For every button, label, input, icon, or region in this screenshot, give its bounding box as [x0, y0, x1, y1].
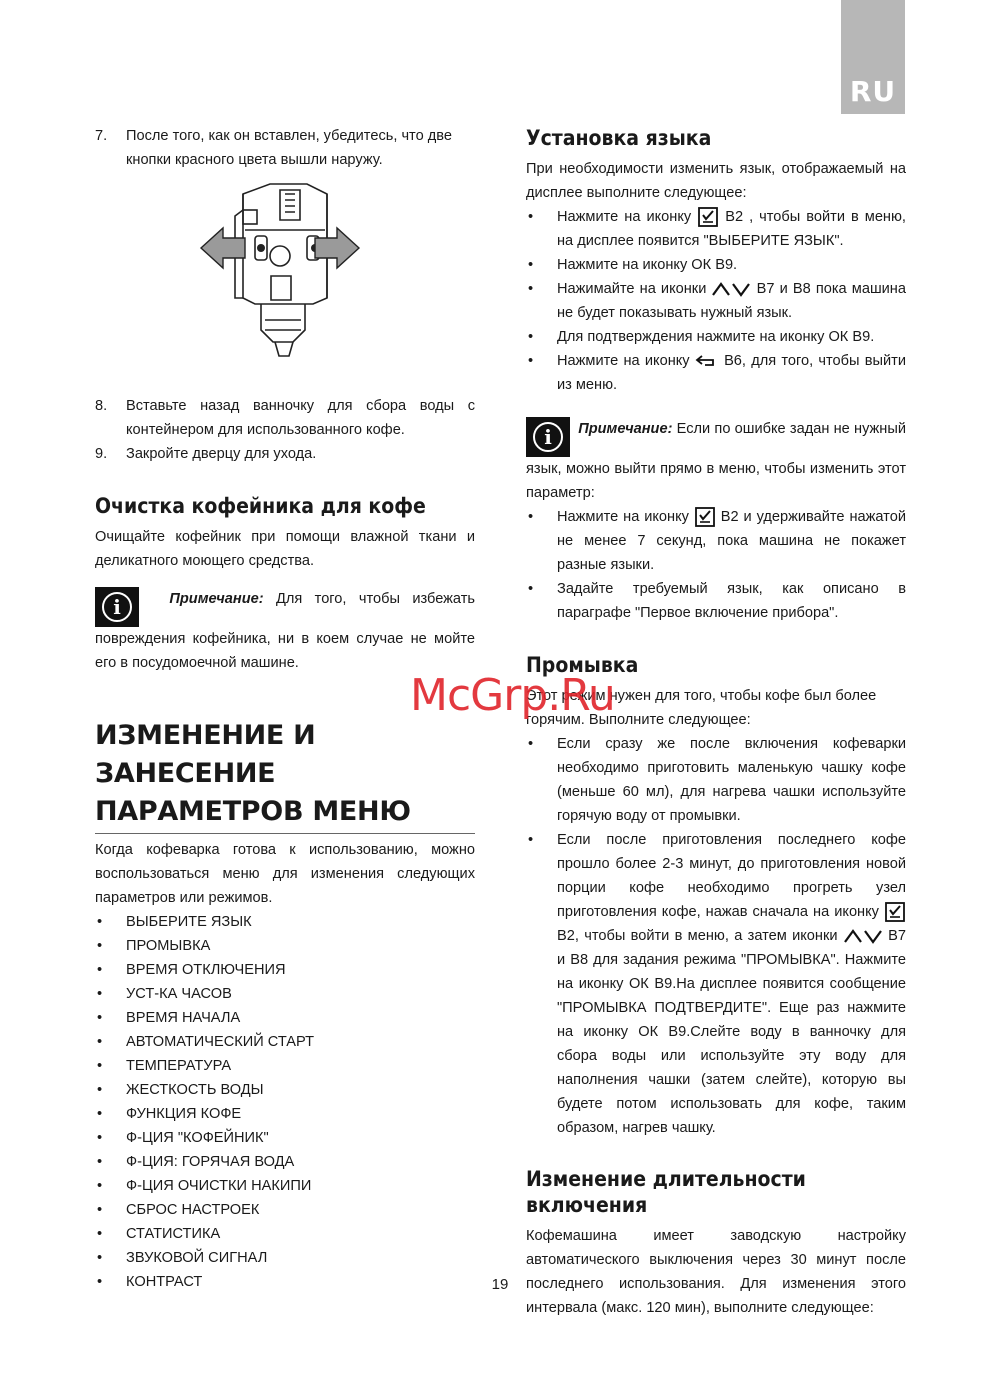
brew-unit-illustration [95, 180, 475, 378]
info-icon: i [95, 587, 139, 627]
clean-text: Очищайте кофейник при помощи влажной ткани и деликатного моющего средства. [95, 529, 475, 569]
note-step-1: • Нажмите на иконку B2 и удерживайте нажатой не менее 7 секунд, пока машина не покажет разные языки. [528, 509, 906, 573]
lang-step-3: • Нажимайте на иконки B7 и B8 пока машина не будет показывать нужный язык. [528, 281, 906, 321]
rinse-intro: Этот режим нужен для того, чтобы кофе был более горячим. Выполните следующее: [526, 688, 877, 728]
info-icon: i [526, 417, 570, 457]
lang-intro: При необходимости изменить язык, отображаемый на дисплее выполните следующее: [526, 161, 906, 201]
arrow-right-icon [315, 228, 359, 268]
heading-rule [95, 833, 475, 834]
menu-check-icon [697, 207, 719, 227]
menu-list-item: • СБРОС НАСТРОЕК [97, 1202, 260, 1218]
off-heading: Изменение длительности включения [526, 1167, 806, 1217]
lang-step-5: • Нажмите на иконку B6, для того, чтобы выйти из меню. [528, 353, 906, 393]
note-right: i Примечание: Если по ошибке задан не нужный язык, можно выйти прямо в меню, чтобы изменить этот параметр: [526, 417, 906, 505]
rinse-heading: Промывка [526, 653, 639, 677]
up-down-arrows-icon [711, 281, 751, 297]
off-text: Кофемашина имеет заводскую настройку автоматического выключения через 30 минут после последнего использования. Для изменения этого интервала (макс. 120 мин), выполните следующее: [526, 1228, 906, 1316]
lang-heading: Установка языка [526, 126, 712, 150]
lang-step-1: • Нажмите на иконку B2 , чтобы войти в меню, на дисплее появится "ВЫБЕРИТЕ ЯЗЫК". [528, 209, 906, 249]
menu-heading: ИЗМЕНЕНИЕ И ЗАНЕСЕНИЕ ПАРАМЕТРОВ МЕНЮ [95, 720, 411, 827]
rinse-step-2: • Если после приготовления последнего кофе прошло более 2-3 минут, до приготовления новой порции кофе необходимо прогреть узел приготовления кофе, нажав сначала на иконку B2, чтобы войти в меню, а затем иконки B7 и B8 для задания режима "ПРОМЫВКА". Нажмите на иконку ОК В9.На дисплее появится сообщение "ПРОМЫВКА ПОДТВЕРДИТЕ". Еще раз нажмите на иконку ОК В9.Слейте воду в ванночку для сбора воды или используйте эту воду для наполнения чашки (затем слейте), которую вы будете потом использовать для кофе, таким образом, нагрев чашку. [528, 832, 906, 1136]
note-step-2: • Задайте требуемый язык, как описано в параграфе "Первое включение прибора". [528, 581, 906, 621]
step-9: 9. Закройте дверцу для ухода. [95, 446, 317, 462]
lang-step-2: • Нажмите на иконку ОК В9. [528, 257, 738, 273]
arrow-left-icon [201, 228, 245, 268]
menu-list-item: • СТАТИСТИКА [97, 1226, 221, 1242]
menu-list-item: • ФУНКЦИЯ КОФЕ [97, 1106, 242, 1122]
brew-unit-drawing [95, 180, 475, 378]
menu-intro: Когда кофеварка готова к использованию, можно воспользоваться меню для изменения следующих параметров или режимов. [95, 842, 475, 906]
lang-step-4: • Для подтверждения нажмите на иконку ОК В9. [528, 329, 875, 345]
menu-list-item: • АВТОМАТИЧЕСКИЙ СТАРТ [97, 1034, 314, 1050]
menu-list-item: • Ф-ЦИЯ "КОФЕЙНИК" [97, 1130, 269, 1146]
menu-list-item: • ЗВУКОВОЙ СИГНАЛ [97, 1250, 268, 1266]
page-number: 19 [491, 1276, 509, 1293]
menu-list-item: • ЖЕСТКОСТЬ ВОДЫ [97, 1082, 264, 1098]
watermark: McGrp.Ru [410, 670, 615, 721]
right-column [526, 125, 906, 1320]
menu-list-item: • ПРОМЫВКА [97, 938, 211, 954]
step-8: 8. Вставьте назад ванночку для сбора воды с контейнером для использованного кофе. [95, 398, 475, 438]
menu-list-item: • ВРЕМЯ ОТКЛЮЧЕНИЯ [97, 962, 286, 978]
menu-check-icon [694, 507, 716, 527]
language-tab: RU [841, 0, 905, 114]
menu-list-item: • ВРЕМЯ НАЧАЛА [97, 1010, 241, 1026]
menu-list-item: • УСТ-КА ЧАСОВ [97, 986, 232, 1002]
rinse-step-1: • Если сразу же после включения кофеварки необходимо приготовить маленькую чашку кофе (меньше 60 мл), для нагрева чашки используйте горячую воду от промывки. [528, 736, 906, 824]
menu-list-item: • Ф-ЦИЯ: ГОРЯЧАЯ ВОДА [97, 1154, 295, 1170]
clean-heading: Очистка кофейника для кофе [95, 494, 426, 518]
menu-list-item: • ВЫБЕРИТЕ ЯЗЫК [97, 914, 252, 930]
menu-list [95, 910, 475, 1294]
step-7: 7. После того, как он вставлен, убедитесь, что две кнопки красного цвета вышли наружу. [95, 128, 452, 168]
menu-list-item: • Ф-ЦИЯ ОЧИСТКИ НАКИПИ [97, 1178, 312, 1194]
menu-list-item: • ТЕМПЕРАТУРА [97, 1058, 232, 1074]
back-icon [695, 354, 719, 368]
menu-check-icon [884, 902, 906, 922]
note-left: i Примечание: Для того, чтобы избежать повреждения кофейника, ни в коем случае не мойте его в посудомоечной машине. [95, 587, 475, 675]
menu-list-item: • КОНТРАСТ [97, 1274, 203, 1290]
up-down-arrows-icon [843, 928, 883, 944]
